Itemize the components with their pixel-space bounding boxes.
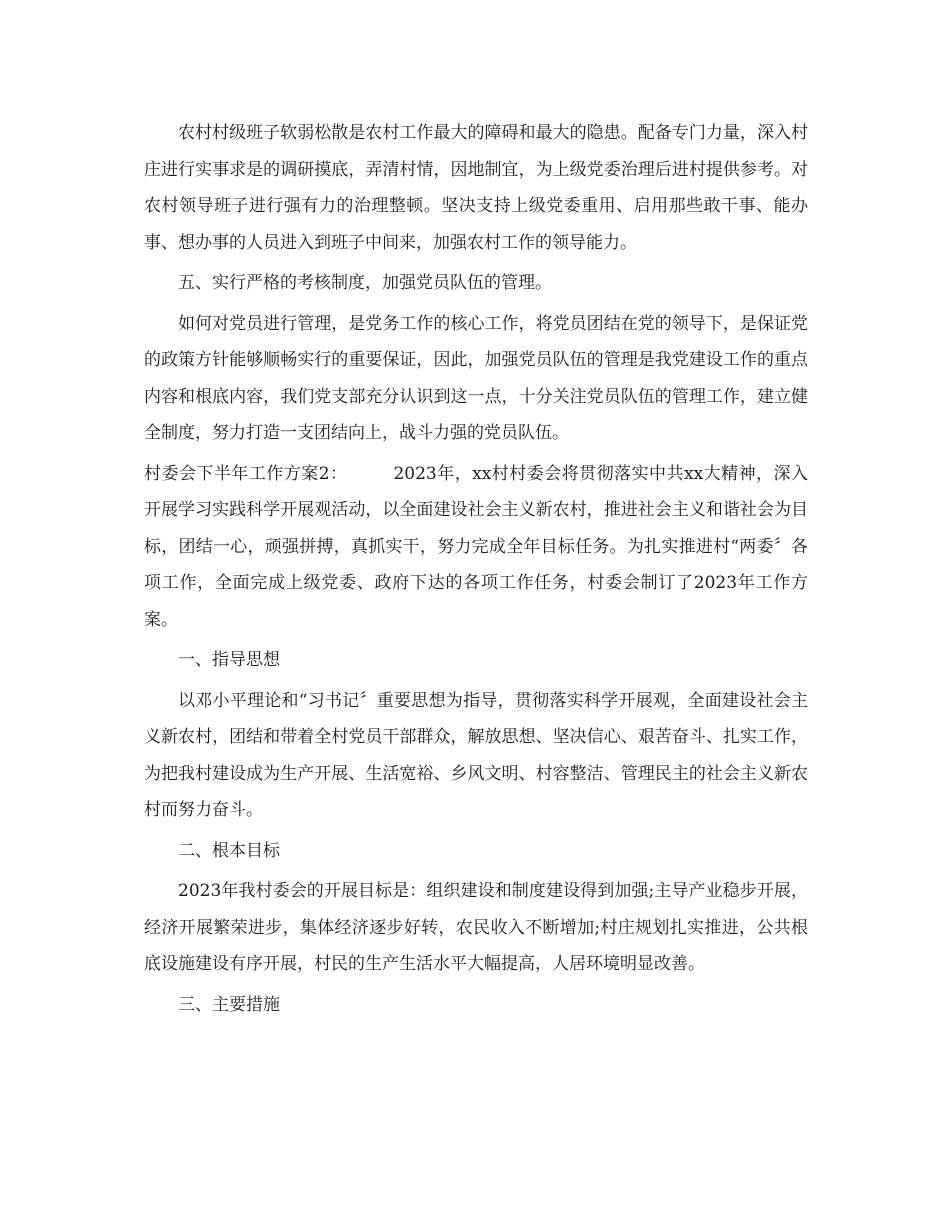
heading-main-measures: 三、主要措施: [178, 994, 280, 1015]
plan-intro-text: 2023年，xx村村委会将贯彻落实中共xx大精神，深入开展学习实践科学开展观活动，以全面建设社会主义新农村，推进社会主义和谐社会为目标，团结一心，顽强拼搏，真抓实干，努力完成全年目标任务。为扎实推进村“两委〞各项工作，全面完成上级党委、政府下达的各项工作任务，村委会制订了2023年工作方案。: [144, 463, 808, 630]
paragraph-guiding-ideology: 以邓小平理论和“习书记〞重要思想为指导，贯彻落实科学开展观，全面建设社会主义新农村，团结和带着全村党员干部群众，解放思想、坚决信心、艰苦奋斗、扎实工作，为把我村建设成为生产开展、生活宽裕、乡风文明、村容整洁、管理民主的社会主义新农村而努力奋斗。: [144, 690, 808, 820]
paragraph-weak-leadership: 农村村级班子软弱松散是农村工作最大的障碍和最大的隐患。配备专门力量，深入村庄进行实事求是的调研摸底，弄清村情，因地制宜，为上级党委治理后进村提供参考。对农村领导班子进行强有力的治理整顿。坚决支持上级党委重用、启用那些敢干事、能办事、想办事的人员进入到班子中间来，加强农村工作的领导能力。: [144, 123, 808, 253]
heading-guiding-ideology: 一、指导思想: [178, 650, 280, 670]
plan-label: 村委会下半年工作方案2：: [144, 463, 348, 484]
paragraph-party-member-management: 如何对党员进行管理，是党务工作的核心工作，将党员团结在党的领导下，是保证党的政策方针能够顺畅实行的重要保证，因此，加强党员队伍的管理是我党建设工作的重点内容和根底内容，我们党支部充分认识到这一点，十分关注党员队伍的管理工作，建立健全制度，努力打造一支团结向上，战斗力强的党员队伍。: [144, 313, 808, 443]
paragraph-work-plan-2: [144, 456, 808, 639]
paragraph-basic-goals: 2023年我村委会的开展目标是：组织建设和制度建设得到加强;主导产业稳步开展，经济开展繁荣进步，集体经济逐步好转，农民收入不断增加;村庄规划扎实推进，公共根底设施建设有序开展，村民的生产生活水平大幅提高，人居环境明显改善。: [144, 881, 808, 974]
heading-basic-goals: 二、根本目标: [178, 840, 280, 861]
heading-section-five: 五、实行严格的考核制度，加强党员队伍的管理。: [178, 273, 552, 293]
document-body: [144, 115, 808, 1027]
